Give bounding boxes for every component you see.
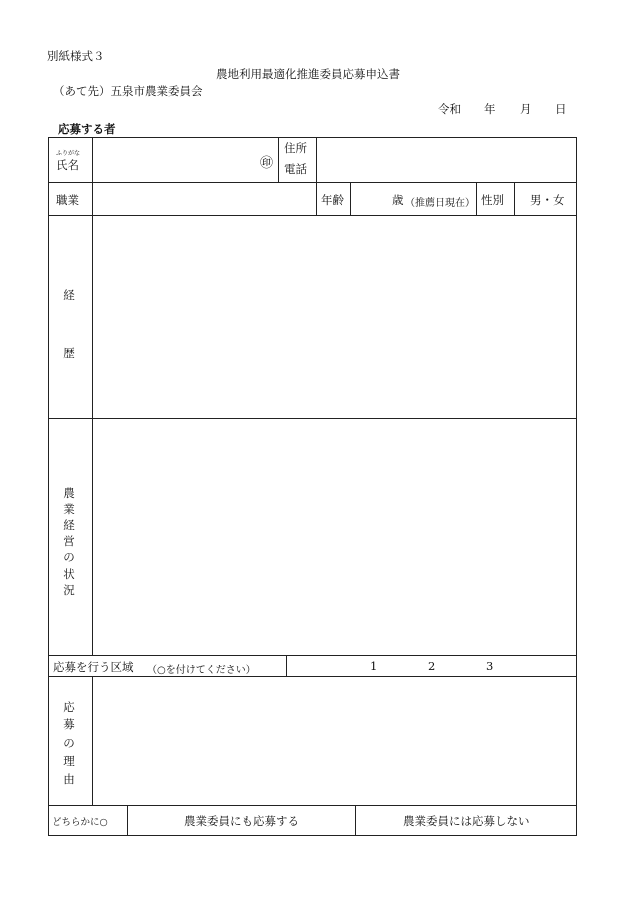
reason-label-4: 理 <box>63 754 75 768</box>
col-line-district <box>286 655 287 677</box>
reason-label-2: 募 <box>63 717 75 731</box>
col-line-address-label-left <box>278 137 279 183</box>
col-line-choice-options <box>355 805 356 836</box>
age-field[interactable] <box>353 185 388 213</box>
farming-label-1: 農 <box>63 486 75 500</box>
table-border-left <box>48 137 49 836</box>
farming-label-6: 状 <box>63 567 75 581</box>
name-label: 氏名 <box>56 158 79 172</box>
age-unit: 歳 <box>392 193 404 207</box>
reason-label-5: 由 <box>63 772 75 786</box>
farming-label-3: 経 <box>63 518 75 532</box>
farming-field[interactable] <box>96 422 572 652</box>
col-line-choice-label <box>127 805 128 836</box>
reason-label-3: の <box>63 736 75 750</box>
farming-label-2: 業 <box>63 502 75 516</box>
phone-label: 電話 <box>284 162 307 176</box>
form-number: 別紙様式３ <box>47 49 105 63</box>
col-line-sex-label-right <box>514 182 515 216</box>
furigana-label: ふりがな <box>56 150 81 157</box>
farming-label-5: の <box>63 550 75 564</box>
choice-option-not-apply[interactable]: 農業委員には応募しない <box>403 814 530 828</box>
career-label-2: 歴 <box>63 346 75 360</box>
col-line-age-label <box>350 182 351 216</box>
table-border-right <box>576 137 577 836</box>
occupation-field[interactable] <box>96 185 312 213</box>
row-line-farming <box>48 655 577 656</box>
choice-option-apply[interactable]: 農業委員にも応募する <box>184 814 299 828</box>
addressee: （あて先）五泉市農業委員会 <box>53 84 203 98</box>
date-year: 年 <box>484 102 496 116</box>
date-era: 令和 <box>438 102 461 116</box>
row-line-occupation <box>48 215 577 216</box>
career-field[interactable] <box>96 219 572 415</box>
row-line-career <box>48 418 577 419</box>
address-phone-field[interactable] <box>320 140 572 180</box>
name-field[interactable] <box>96 140 276 180</box>
row-line-district <box>48 676 577 677</box>
farming-label-7: 況 <box>63 583 75 597</box>
farming-label-4: 営 <box>63 534 75 548</box>
section-title: 応募する者 <box>58 122 116 136</box>
district-option-1[interactable]: 1 <box>370 659 378 673</box>
seal-mark: ㊞ <box>260 156 274 171</box>
col-line-label <box>92 137 93 655</box>
date-month: 月 <box>520 102 532 116</box>
district-option-2[interactable]: 2 <box>428 659 436 673</box>
form-title: 農地利用最適化推進委員応募申込書 <box>216 67 400 81</box>
sex-label: 性別 <box>481 193 504 207</box>
table-border-top <box>48 137 577 138</box>
row-line-name <box>48 182 577 183</box>
date-day: 日 <box>555 102 567 116</box>
choice-label: どちらかに○ <box>52 817 108 828</box>
address-label: 住所 <box>284 141 307 155</box>
district-note: （○を付けてください） <box>147 665 256 676</box>
col-line-sex-label-left <box>476 182 477 216</box>
age-note: （推薦日現在） <box>405 198 475 209</box>
career-label-1: 経 <box>63 288 75 302</box>
age-label: 年齢 <box>321 193 344 207</box>
district-option-3[interactable]: 3 <box>486 659 494 673</box>
col-line-address-label-right <box>316 137 317 216</box>
district-label: 応募を行う区域 <box>53 660 134 674</box>
col-line-reason-label <box>92 676 93 806</box>
reason-label-1: 応 <box>63 700 75 714</box>
sex-options[interactable]: 男・女 <box>530 193 565 207</box>
reason-field[interactable] <box>96 680 572 802</box>
occupation-label: 職業 <box>56 193 79 207</box>
